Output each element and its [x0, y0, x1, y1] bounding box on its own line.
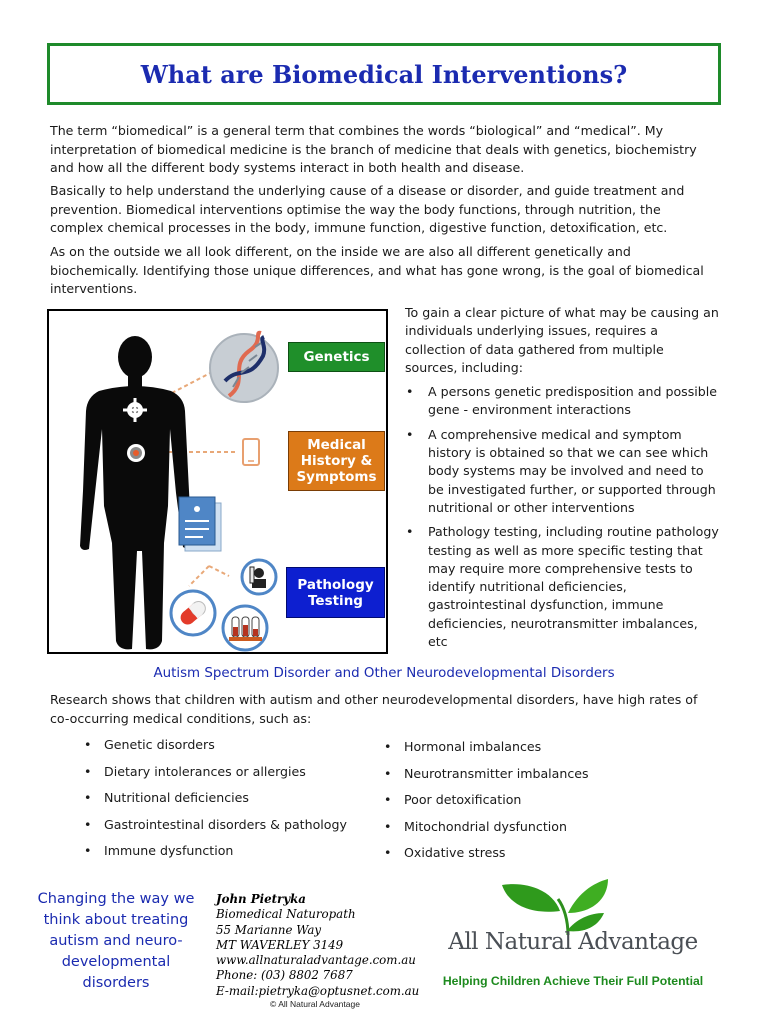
test-tubes-icon — [223, 606, 267, 650]
list-item: • Neurotransmitter imbalances — [381, 766, 589, 793]
intro-paragraph-1: The term “biomedical” is a general term that combines the words “biological” and “medical”. My interpretation of biomedical medicine is the branch of medicine that deals with genetics, biochemistry and how all the different body systems interact in both health and disease. — [50, 123, 697, 175]
list-item: • Immune dysfunction — [81, 843, 347, 870]
logo-name: All Natural Advantage — [448, 929, 698, 955]
medical-document-icon — [179, 497, 221, 551]
list-item: • Poor detoxification — [381, 792, 589, 819]
section-heading: Autism Spectrum Disorder and Other Neurodevelopmental Disorders — [153, 666, 615, 681]
data-sources-list — [405, 383, 720, 651]
logo-tagline: Helping Children Achieve Their Full Potential — [442, 974, 704, 988]
data-sources-lead: To gain a clear picture of what may be causing an individuals underlying issues, requires a collection of data gathered from multiple sources, including: — [405, 305, 719, 375]
copyright: © All Natural Advantage — [270, 999, 360, 1009]
list-item: • Dietary intolerances or allergies — [81, 764, 347, 791]
intro-paragraph-2: Basically to help understand the underlying cause of a disease or disorder, and guide treatment and prevention. Biomedical interventions optimise the way the body functions, through nutrition, the complex chemical processes in the body, immune function, digestive function, detoxification, etc. — [50, 183, 685, 235]
contact-street: 55 Marianne Way — [216, 922, 322, 937]
list-item: • Mitochondrial dysfunction — [381, 819, 589, 846]
contact-name: John Pietryka — [216, 892, 306, 906]
contact-suburb: MT WAVERLEY 3149 — [216, 937, 344, 952]
contact-block — [216, 892, 419, 999]
list-item: • Nutritional deficiencies — [81, 790, 347, 817]
list-item: • Genetic disorders — [81, 737, 347, 764]
list-item: • Oxidative stress — [381, 845, 589, 872]
list-item: • Hormonal imbalances — [381, 739, 589, 766]
intro-paragraph-3: As on the outside we all look different, on the inside we are also all different genetically and biochemically. Identifying those unique differences, and what has gone wrong, is the goal of biomedical interventions. — [50, 244, 704, 296]
genetics-label: Genetics — [288, 342, 385, 372]
phone-icon — [243, 439, 259, 465]
dna-icon — [210, 333, 278, 402]
brand-logo — [418, 875, 728, 993]
pill-icon — [171, 591, 215, 635]
pathology-testing-label: Pathology Testing — [286, 567, 385, 618]
list-item: • Pathology testing, including routine pathology testing as well as more specific testing that may require more comprehensive tests to identify nutritional deficiencies, gastrointestinal dysfunction, immune deficiencies, neurotransmitter imbalances, etc — [405, 523, 720, 651]
leaves-icon — [418, 875, 728, 935]
contact-website-link[interactable]: www.allnaturaladvantage.com.au — [216, 953, 416, 968]
contact-role: Biomedical Naturopath — [216, 907, 356, 922]
section-paragraph: Research shows that children with autism and other neurodevelopmental disorders, have high rates of co-occurring medical conditions, such as: — [50, 692, 698, 726]
list-item: • A persons genetic predisposition and possible gene - environment interactions — [405, 383, 720, 420]
doctor-icon — [242, 560, 276, 594]
title-box — [47, 43, 721, 105]
page-title: What are Biomedical Interventions? — [140, 59, 628, 89]
stomach-target-icon — [127, 444, 145, 462]
data-sources-column — [405, 304, 720, 657]
footer-tagline: Changing the way we think about treating autism and neuro-developmental disorders — [37, 891, 195, 991]
contact-email-link[interactable]: E-mail:pietryka@optusnet.com.au — [216, 983, 420, 998]
medical-history-label: Medical History & Symptoms — [288, 431, 385, 491]
conditions-list-right — [381, 739, 589, 872]
list-item: • A comprehensive medical and symptom history is obtained so that we can see which body systems may be involved and need to be investigated further, or supported through nutritional or other interventions — [405, 426, 720, 517]
body-diagram-figure — [47, 309, 388, 654]
contact-phone: Phone: (03) 8802 7687 — [216, 968, 353, 983]
conditions-list-left — [81, 737, 347, 870]
list-item: • Gastrointestinal disorders & pathology — [81, 817, 347, 844]
